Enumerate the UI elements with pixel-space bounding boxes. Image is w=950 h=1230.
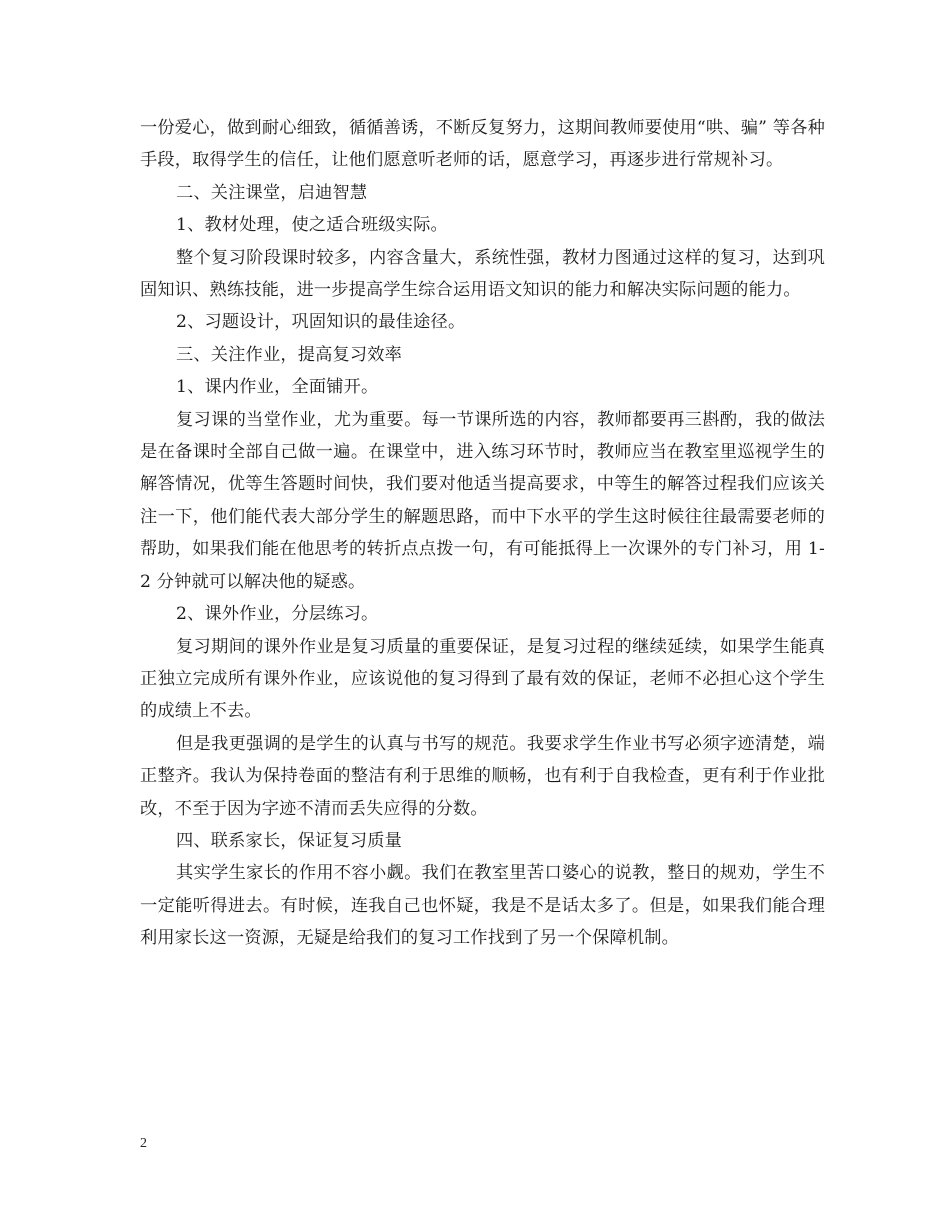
paragraph-classwork: 复习课的当堂作业，尤为重要。每一节课所选的内容，教师都要再三斟酌，我的做法是在备课时全部自己做一遍。在课堂中，进入练习环节时，教师应当在教室里巡视学生的解答情况，优等生答题时间快，我们要对他适当提高要求，中等生的解答过程我们应该关注一下，他们能代表大部分学生的解题思路，而中下水平的学生这时候往往最需要老师的帮助，如果我们能在他思考的转折点点拨一句，有可能抵得上一次课外的专门补习，用 1-2 分钟就可以解决他的疑惑。 — [140, 409, 825, 592]
paragraph-continuation: 一份爱心，做到耐心细致，循循善诱，不断反复努力，这期间教师要使用“哄、骗” 等各种手段，取得学生的信任，让他们愿意听老师的话，愿意学习，再逐步进行常规补习。 — [140, 118, 825, 171]
paragraph-handwriting: 但是我更强调的是学生的认真与书写的规范。我要求学生作业书写必须字迹清楚，端正整齐。我认为保持卷面的整洁有利于思维的顺畅，也有利于自我检查，更有利于作业批改，不至于因为字迹不清而丢失应得的分数。 — [140, 733, 825, 819]
heading-section-2: 二、关注课堂，启迪智慧 — [176, 182, 368, 203]
page-number: 2 — [140, 1136, 147, 1151]
paragraph-homework: 复习期间的课外作业是复习质量的重要保证，是复习过程的继续延续，如果学生能真正独立完成所有课外作业，应该说他的复习得到了最有效的保证，老师不必担心这个学生的成绩上不去。 — [140, 636, 825, 722]
paragraph-review-stage: 整个复习阶段课时较多，内容含量大，系统性强，教材力图通过这样的复习，达到巩固知识、熟练技能，进一步提高学生综合运用语文知识的能力和解决实际问题的能力。 — [140, 247, 825, 301]
paragraph-parents: 其实学生家长的作用不容小觑。我们在教室里苦口婆心的说教，整日的规劝，学生不一定能听得进去。有时候，连我自己也怀疑，我是不是话太多了。但是，如果我们能合理利用家长这一资源，无疑是给我们的复习工作找到了另一个保障机制。 — [140, 863, 825, 949]
heading-section-4: 四、联系家长，保证复习质量 — [176, 830, 403, 851]
subheading-textbook-handling: 1、教材处理，使之适合班级实际。 — [176, 215, 448, 236]
heading-section-3: 三、关注作业，提高复习效率 — [176, 344, 403, 365]
body-text — [140, 112, 825, 955]
subheading-homework: 2、课外作业，分层练习。 — [176, 604, 379, 625]
subheading-exercise-design: 2、习题设计，巩固知识的最佳途径。 — [176, 312, 466, 333]
subheading-classwork: 1、课内作业，全面铺开。 — [176, 377, 379, 398]
